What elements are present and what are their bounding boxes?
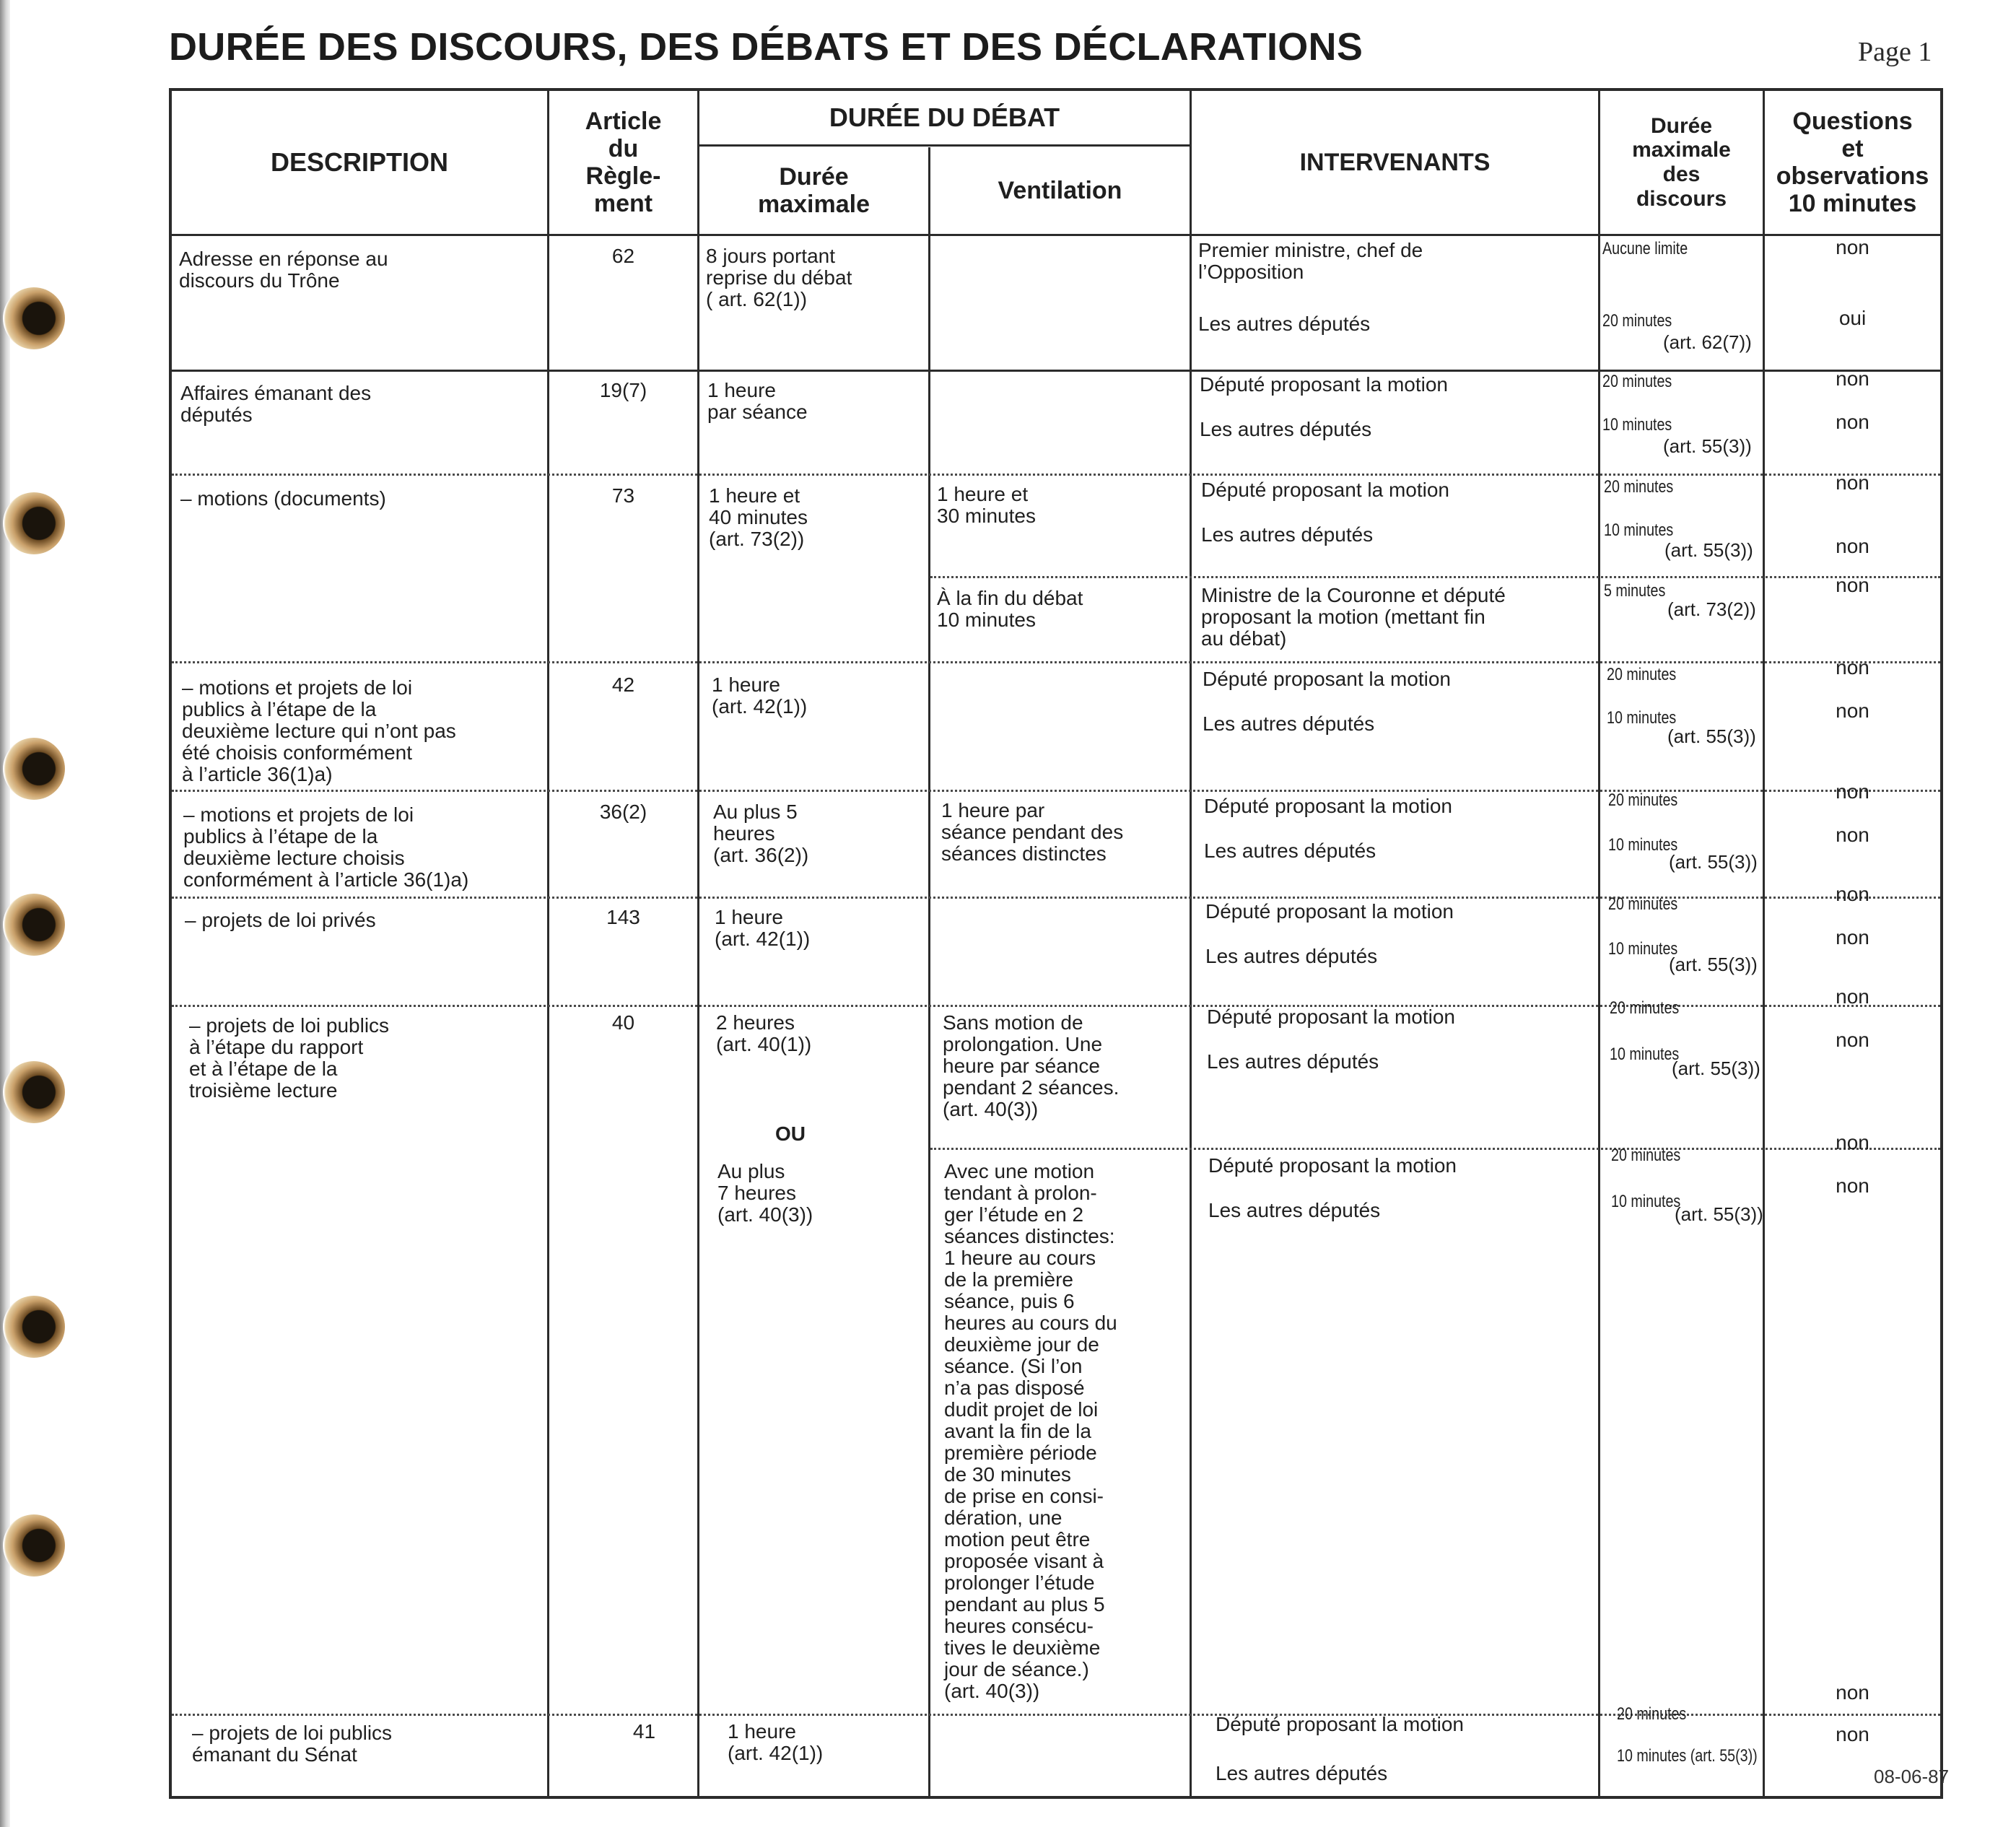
header-duree-maximale: Durée maximale: [758, 162, 870, 218]
speaker-name: Ministre de la Couronne et député proposant la motion (mettant fin au débat): [1201, 584, 1506, 650]
row-ventilation: À la fin du débat 10 minutes: [937, 587, 1083, 631]
speaker-duration: 10 minutes: [1607, 708, 1677, 728]
speaker-qo: oui: [1838, 307, 1867, 329]
speaker-qo: non: [1836, 699, 1869, 722]
speaker-qo: non: [1836, 1131, 1869, 1154]
speaker-qo: non: [1836, 985, 1869, 1008]
speaker-duration: 10 minutes: [1608, 939, 1678, 959]
speaker-duration: 10 minutes: [1611, 1192, 1681, 1211]
speaker-name: Député proposant la motion: [1201, 479, 1449, 501]
col-divider: [928, 147, 930, 1796]
row-description: – projets de loi publics émanant du Sénat: [192, 1722, 393, 1766]
speaker-ref: (art. 55(3)): [1669, 851, 1758, 873]
header-duree-debat: DURÉE DU DÉBAT: [829, 102, 1060, 132]
speaker-name: Député proposant la motion: [1216, 1713, 1464, 1735]
speaker-qo: non: [1836, 367, 1869, 390]
binder-hole: [3, 1061, 65, 1123]
row-duree: 1 heure (art. 42(1)): [712, 673, 808, 718]
speaker-qo: non: [1836, 780, 1869, 803]
footer-date: 08-06-87: [1874, 1766, 1950, 1787]
row-divider: [169, 370, 1943, 372]
header-subdivider: [697, 144, 1190, 147]
header-duree-discours: Durée maximale des discours: [1632, 113, 1731, 211]
row-article: 42: [611, 673, 635, 696]
speaker-duration: 20 minutes: [1602, 372, 1672, 391]
speaker-qo: non: [1836, 471, 1869, 494]
speaker-name: Député proposant la motion: [1207, 1006, 1455, 1028]
speaker-name: Les autres députés: [1207, 1050, 1379, 1073]
page-title: DURÉE DES DISCOURS, DES DÉBATS ET DES DÉCLARATIONS: [169, 25, 1363, 69]
binder-hole: [3, 1514, 65, 1577]
row-description: Adresse en réponse au discours du Trône: [179, 248, 388, 292]
binder-hole: [3, 492, 65, 554]
or-label: OU: [775, 1122, 806, 1145]
binder-hole: [3, 287, 65, 349]
speaker-duration: 5 minutes: [1604, 581, 1666, 601]
row-description: – projets de loi publics à l’étape du rapport et à l’étape de la troisième lecture: [189, 1014, 390, 1102]
row-description: – motions et projets de loi publics à l’étape de la deuxième lecture choisis conformément à l’article 36(1)a): [183, 803, 469, 891]
speaker-duration: 20 minutes: [1611, 1146, 1681, 1165]
speaker-ref: (art. 55(3)): [1675, 1203, 1763, 1225]
header-bottom-line: [169, 234, 1943, 236]
col-divider: [1598, 88, 1600, 1796]
speaker-duration: 20 minutes: [1617, 1704, 1687, 1724]
speaker-name: Premier ministre, chef de l’Opposition: [1198, 239, 1423, 283]
table-right-border: [1940, 88, 1943, 1799]
header-intervenants: INTERVENANTS: [1299, 148, 1491, 176]
row-ventilation: Avec une motion tendant à prolon- ger l’étude en 2 séances distinctes: 1 heure au cours de la première séance, puis 6 heures au cours du deuxième jour de séance. (Si l’on n’a pas disposé dudit projet de loi avant la fin de la première période de 30 minutes de prise en consi- dération, une motion peut être proposée visant à prolonger l’étude pendant au plus 5 heures consécu- tives le deuxième jour de séance.) (art. 40(3)): [944, 1160, 1117, 1702]
speaker-qo: non: [1836, 1723, 1869, 1745]
speaker-name: Député proposant la motion: [1205, 900, 1454, 923]
row-divider-dotted: [172, 474, 1940, 476]
speaker-qo: non: [1836, 1174, 1869, 1197]
speaker-name: Les autres députés: [1208, 1199, 1381, 1221]
row-duree: Au plus 7 heures (art. 40(3)): [717, 1160, 813, 1226]
speaker-name: Député proposant la motion: [1204, 795, 1452, 817]
row-ventilation: 1 heure par séance pendant des séances distinctes: [941, 799, 1124, 865]
row-article: 41: [632, 1720, 656, 1743]
row-article: 62: [611, 245, 635, 267]
speaker-duration: 20 minutes: [1608, 790, 1678, 810]
speaker-name: Les autres députés: [1205, 945, 1378, 967]
header-description: DESCRIPTION: [270, 147, 449, 177]
table-left-border: [169, 88, 172, 1799]
speaker-ref: (art. 55(3)): [1663, 435, 1752, 457]
speaker-name: Député proposant la motion: [1203, 668, 1451, 690]
speaker-duration: 10 minutes: [1602, 415, 1672, 435]
row-duree: 8 jours portant reprise du débat ( art. 62(1)): [706, 245, 852, 310]
row-duree: 1 heure et 40 minutes (art. 73(2)): [709, 484, 808, 550]
row-article: 36(2): [599, 801, 647, 823]
row-description: Affaires émanant des députés: [180, 382, 372, 426]
col-divider: [697, 88, 699, 1796]
row-duree: Au plus 5 heures (art. 36(2)): [713, 801, 809, 866]
binder-hole: [3, 738, 65, 800]
speaker-ref: (art. 55(3)): [1669, 954, 1758, 975]
speaker-qo: non: [1836, 1029, 1869, 1051]
speaker-name: Les autres députés: [1216, 1762, 1388, 1784]
row-article: 73: [611, 484, 635, 507]
row-article: 40: [611, 1011, 635, 1034]
speaker-qo: non: [1836, 574, 1869, 596]
speaker-duration: 10 minutes: [1608, 835, 1678, 855]
row-description: – projets de loi privés: [185, 909, 376, 931]
speaker-duration: Aucune limite: [1602, 239, 1688, 258]
row-ventilation: 1 heure et 30 minutes: [937, 483, 1036, 527]
speaker-duration: 10 minutes: [1604, 520, 1674, 540]
speaker-qo: non: [1836, 824, 1869, 846]
speaker-ref: (art. 55(3)): [1672, 1058, 1760, 1079]
speaker-ref: (art. 55(3)): [1664, 539, 1753, 561]
speaker-qo: non: [1836, 883, 1869, 905]
row-article: 143: [606, 906, 640, 928]
row-duree: 1 heure (art. 42(1)): [728, 1720, 824, 1764]
header-article: Article du Règle- ment: [585, 107, 662, 218]
row-duree: 2 heures (art. 40(1)): [716, 1011, 812, 1055]
speaker-duration: 10 minutes (art. 55(3)): [1617, 1746, 1758, 1766]
row-description: – motions (documents): [180, 487, 386, 510]
row-ventilation: Sans motion de prolongation. Une heure par séance pendant 2 séances. (art. 40(3)): [943, 1011, 1120, 1120]
col-divider: [1190, 88, 1192, 1796]
speaker-qo: non: [1836, 236, 1869, 258]
speaker-ref: (art. 62(7)): [1663, 331, 1752, 353]
binder-hole: [3, 1296, 65, 1358]
speaker-duration: 20 minutes: [1607, 665, 1677, 684]
speaker-duration: 10 minutes: [1610, 1045, 1680, 1064]
speaker-qo: non: [1836, 411, 1869, 433]
speaker-duration: 20 minutes: [1604, 477, 1674, 497]
speaker-duration: 20 minutes: [1602, 311, 1672, 331]
row-article: 19(7): [599, 379, 647, 401]
speaker-name: Député proposant la motion: [1200, 373, 1448, 396]
table-bottom-border: [169, 1796, 1943, 1799]
speaker-qo: non: [1836, 656, 1869, 679]
speaker-name: Député proposant la motion: [1208, 1154, 1457, 1177]
speaker-qo: non: [1836, 535, 1869, 557]
binder-hole: [3, 894, 65, 956]
speaker-duration: 20 minutes: [1608, 894, 1678, 914]
row-description: – motions et projets de loi publics à l’étape de la deuxième lecture qui n’ont pas été choisis conformément à l’article 36(1)a): [182, 676, 456, 785]
speaker-name: Les autres députés: [1198, 313, 1371, 335]
header-ventilation: Ventilation: [998, 176, 1122, 204]
page-number: Page 1: [1858, 37, 1932, 67]
speaker-duration: 20 minutes: [1610, 998, 1680, 1018]
speaker-ref: (art. 55(3)): [1667, 725, 1756, 747]
row-duree: 1 heure (art. 42(1)): [715, 906, 811, 950]
speaker-name: Les autres députés: [1204, 840, 1376, 862]
col-divider: [547, 88, 549, 1796]
speaker-name: Les autres députés: [1200, 418, 1372, 440]
speaker-name: Les autres députés: [1203, 712, 1375, 735]
speaker-name: Les autres députés: [1201, 523, 1374, 546]
row-duree: 1 heure par séance: [707, 379, 808, 423]
row-divider-dotted: [172, 661, 1940, 663]
speaker-qo: non: [1836, 1681, 1869, 1704]
speaker-ref: (art. 73(2)): [1667, 598, 1756, 620]
speaker-qo: non: [1836, 926, 1869, 949]
header-questions: Questions et observations 10 minutes: [1776, 107, 1929, 218]
